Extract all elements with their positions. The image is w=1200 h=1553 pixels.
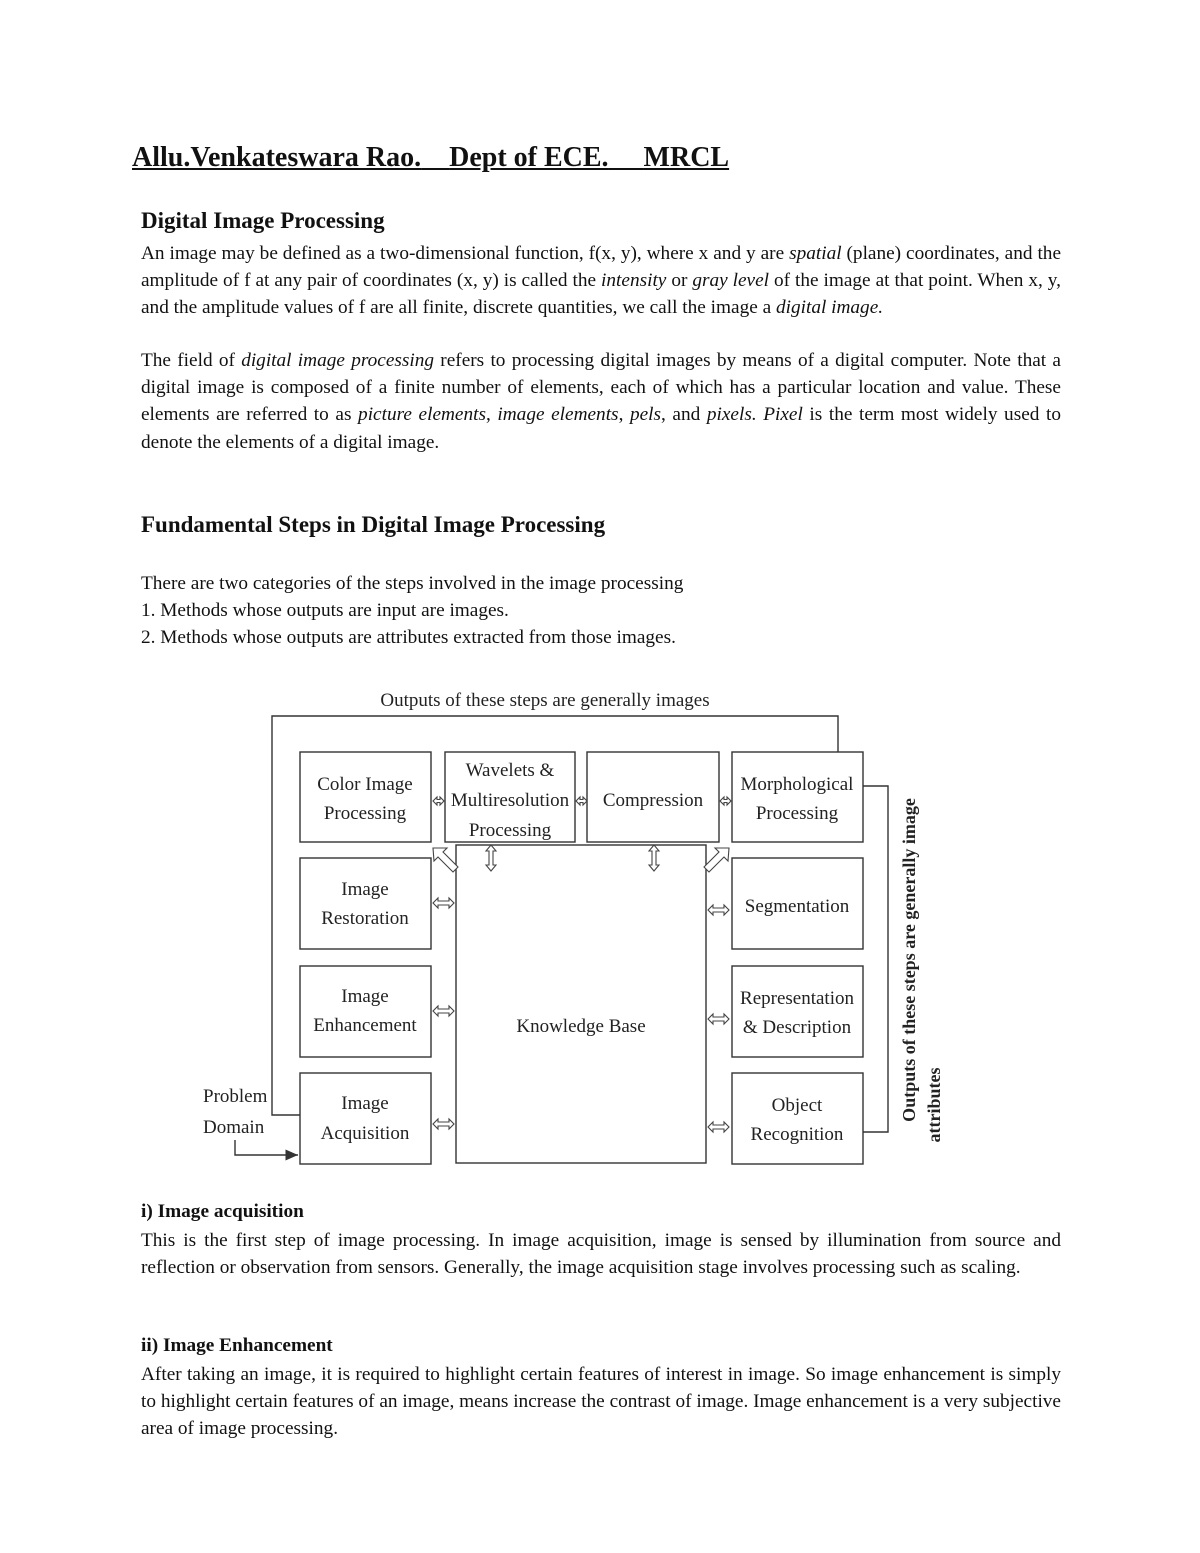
- term-spatial: spatial: [789, 243, 842, 264]
- box-object-recognition: [732, 1073, 863, 1164]
- knowledge-base-box: [456, 845, 706, 1163]
- text-run: ,: [485, 404, 498, 426]
- attributes-output-bracket: [863, 786, 888, 1132]
- box-label: Processing: [468, 820, 552, 841]
- box-label: Object: [771, 1095, 823, 1116]
- term-image-elements: image elements: [497, 404, 619, 426]
- double-arrow-icon: [433, 797, 444, 805]
- box-label: Image: [341, 879, 389, 900]
- steps-list: [141, 570, 683, 652]
- box-wavelets: [445, 752, 575, 842]
- text-run: ,: [618, 404, 630, 426]
- box-label: Segmentation: [744, 896, 850, 917]
- text-run: An image may be defined as a two-dimensional function, f(x, y), where x and y are: [141, 243, 790, 264]
- box-label: Representation: [740, 988, 854, 1009]
- paragraph-enhancement: After taking an image, it is required to highlight certain features of interest in image. So image enhancement is simply to highlight certain features of an image, means increase the contrast of image. Image enhancement is a very subjective area of image processing.: [141, 1364, 1061, 1440]
- fundamental-steps-diagram: [195, 673, 955, 1173]
- term-gray-level: gray level: [692, 270, 770, 292]
- box-label: Compression: [602, 790, 704, 811]
- paragraph-acquisition: This is the first step of image processing. In image acquisition, image is sensed by illumination from source and reflection or observation from sensors. Generally, the image acquisition stage involves processing such as scaling.: [141, 1230, 1061, 1279]
- box-label: Processing: [323, 803, 407, 824]
- box-segmentation: [732, 858, 863, 949]
- double-arrow-icon: [708, 1014, 729, 1024]
- box-label: Morphological: [740, 774, 854, 795]
- text-run: or: [666, 270, 693, 292]
- box-label: Color Image: [317, 774, 413, 795]
- page-header: [132, 142, 729, 174]
- box-label: Restoration: [321, 908, 409, 929]
- header-dept: Dept of ECE.: [449, 142, 609, 173]
- term-pixels: pixels. Pixel: [706, 404, 803, 426]
- problem-domain-arrow: [235, 1140, 298, 1155]
- text-run: refers to processing digital images by means of a digital computer. Note that a digital image is composed of a finite number of elements, each of which has a particular location and value. These elements are referred to as: [141, 350, 1061, 426]
- double-arrow-icon: [433, 1006, 454, 1016]
- double-arrow-icon: [433, 898, 454, 908]
- box-label: Wavelets &: [465, 760, 555, 781]
- term-pels: pels: [629, 404, 662, 426]
- box-compression: [587, 752, 719, 842]
- box-label: Recognition: [750, 1124, 844, 1145]
- section-title-fundamental-steps: Fundamental Steps in Digital Image Processing: [141, 512, 606, 537]
- box-label: Multiresolution: [450, 790, 570, 811]
- box-label: & Description: [742, 1017, 852, 1038]
- double-arrow-icon: [576, 797, 587, 805]
- text-run: of the image at that point. When x, y, and the amplitude values of f are all finite, discrete quantities, we call the image a: [141, 270, 1061, 319]
- box-label: Image: [341, 986, 389, 1007]
- text-run: (plane) coordinates, and the amplitude of f at any pair of coordinates (x, y) is called the: [141, 243, 1062, 292]
- diagram-top-label: Outputs of these steps are generally images: [380, 690, 710, 711]
- box-label: Image: [341, 1093, 389, 1114]
- subsection-title-acquisition: i) Image acquisition: [141, 1201, 304, 1222]
- list-item: 2. Methods whose outputs are attributes extracted from those images.: [141, 627, 676, 649]
- box-color-image-processing: [300, 752, 431, 842]
- text-run: , and: [661, 404, 707, 426]
- list-item: 1. Methods whose outputs are input are images.: [141, 600, 509, 622]
- term-picture-elements: picture elements: [358, 404, 486, 426]
- diagonal-arrow-icon: [433, 848, 458, 872]
- knowledge-base-label: Knowledge Base: [516, 1016, 646, 1037]
- box-label: Acquisition: [320, 1123, 410, 1144]
- double-arrow-icon: [708, 1122, 729, 1132]
- box-image-enhancement: [300, 966, 431, 1057]
- header-institution: MRCL: [643, 142, 730, 173]
- text-run: The field of: [141, 350, 242, 371]
- problem-domain-label-line-1: Problem: [203, 1086, 268, 1107]
- double-arrow-icon: [720, 797, 731, 805]
- box-image-restoration: [300, 858, 431, 949]
- diagram-side-label-2: attributes: [924, 1067, 944, 1143]
- steps-intro: There are two categories of the steps involved in the image processing: [141, 573, 684, 594]
- diagram-side-label-1: Outputs of these steps are generally image: [899, 798, 919, 1122]
- box-image-acquisition: [300, 1073, 431, 1164]
- diagonal-arrow-icon: [704, 848, 729, 872]
- subsection-title-enhancement: ii) Image Enhancement: [141, 1335, 333, 1356]
- header-author: Allu.Venkateswara Rao.: [132, 142, 422, 173]
- term-dip: digital image processing: [241, 350, 435, 371]
- box-morphological-processing: [732, 752, 863, 842]
- paragraph-definition: [141, 240, 1061, 322]
- double-arrow-icon: [708, 905, 729, 915]
- double-arrow-icon: [433, 1119, 454, 1129]
- box-label: Processing: [755, 803, 839, 824]
- problem-domain-label-line-2: Domain: [203, 1117, 265, 1138]
- box-representation-description: [732, 966, 863, 1057]
- term-intensity: intensity: [601, 270, 667, 292]
- paragraph-field: [141, 347, 1061, 456]
- text-run: is the term most widely used to denote the elements of a digital image.: [141, 404, 1061, 453]
- term-digital-image: digital image.: [775, 297, 884, 319]
- section-title-dip: Digital Image Processing: [141, 208, 385, 233]
- box-label: Enhancement: [313, 1015, 417, 1036]
